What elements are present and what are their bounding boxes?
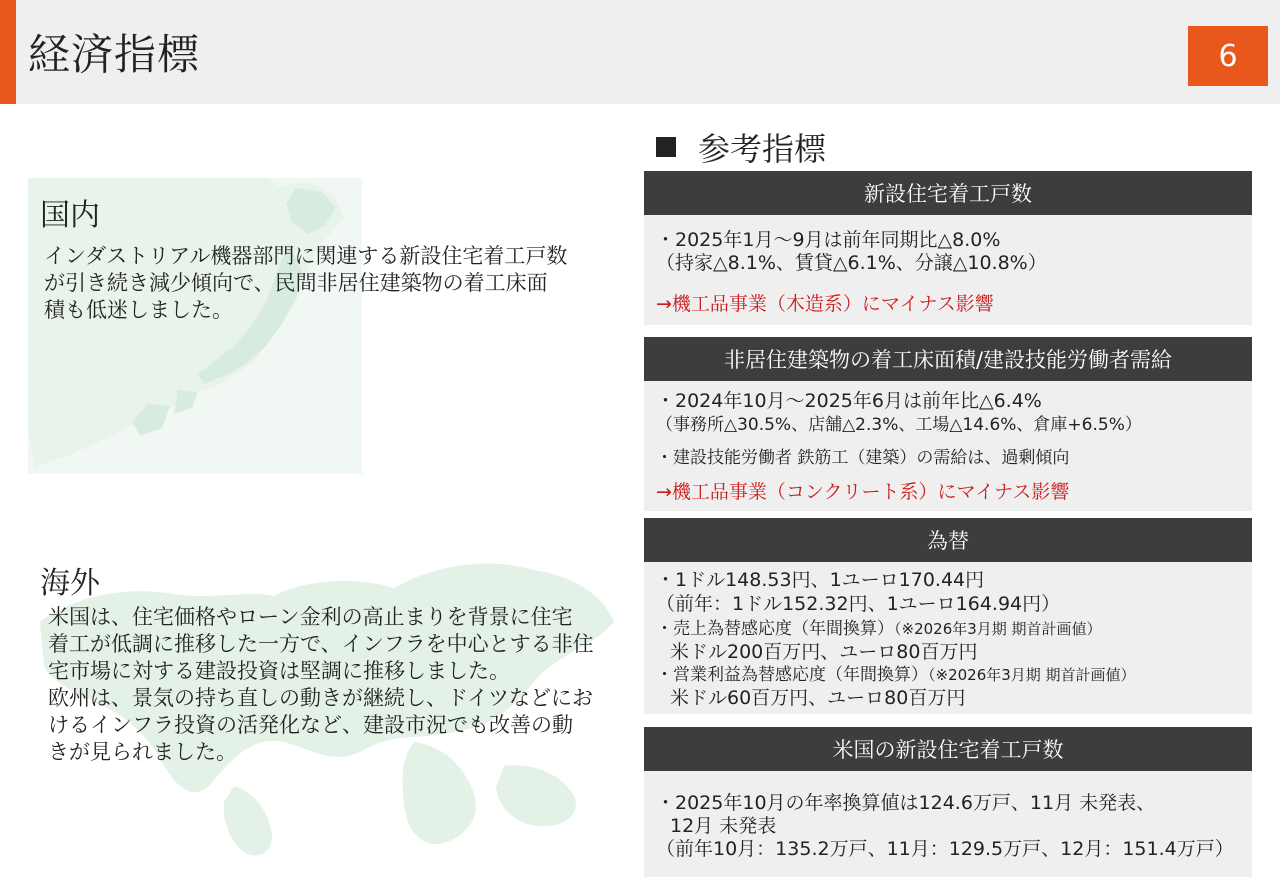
exchange-plan-note: （※2026年3月期 期首計画値）	[894, 620, 1102, 638]
domestic-body	[44, 243, 567, 324]
domestic-line: インダストリアル機器部門に関連する新設住宅着工戸数	[44, 244, 568, 268]
exchange-line: ・1ドル148.53円、1ユーロ170.44円	[656, 569, 985, 591]
overseas-line: 米国は、住宅価格やローン金利の高止まりを背景に住宅	[48, 605, 573, 629]
overseas-line: 宅市場に対する建設投資は堅調に推移しました。	[48, 659, 510, 683]
housing-starts-header: 新設住宅着工戸数	[644, 171, 1252, 215]
exchange-profit-sensitivity: ・営業利益為替感応度（年間換算）	[656, 665, 928, 685]
overseas-heading: 海外	[40, 566, 100, 601]
us-housing-line: ・2025年10月の年率換算値は124.6万戸、11月 未発表、	[656, 792, 1156, 814]
exchange-line: 米ドル200百万円、ユーロ80百万円	[670, 641, 978, 663]
exchange-line: （前年：1ドル152.32円、1ユーロ164.94円）	[656, 593, 1061, 615]
non-residential-line: ・建設技能労働者 鉄筋工（建築）の需給は、過剰傾向	[656, 448, 1070, 468]
page-number-badge: 6	[1188, 26, 1268, 86]
overseas-line: きが見られました。	[48, 740, 237, 764]
reference-title-text: 参考指標	[698, 130, 827, 168]
reference-title	[656, 124, 826, 170]
housing-starts-impact: →機工品事業（木造系）にマイナス影響	[656, 293, 994, 315]
housing-starts-line: ・2025年1月～9月は前年同期比△8.0%	[656, 229, 1001, 251]
exchange-sales-sensitivity: ・売上為替感応度（年間換算）	[656, 619, 894, 639]
non-residential-header: 非居住建築物の着工床面積/建設技能労働者需給	[644, 337, 1252, 381]
exchange-line: 米ドル60百万円、ユーロ80百万円	[670, 687, 966, 709]
header-bar	[0, 0, 1280, 104]
page-title: 経済指標	[28, 30, 201, 79]
exchange-header: 為替	[644, 518, 1252, 562]
us-housing-line: 12月 未発表	[670, 815, 777, 837]
us-housing-line: （前年10月：135.2万戸、11月：129.5万戸、12月：151.4万戸）	[656, 838, 1234, 860]
domestic-line: が引き続き減少傾向で、民間非居住建築物の着工床面	[44, 271, 548, 295]
us-housing-header: 米国の新設住宅着工戸数	[644, 727, 1252, 771]
non-residential-impact: →機工品事業（コンクリート系）にマイナス影響	[656, 481, 1070, 503]
square-bullet-icon	[656, 137, 676, 157]
overseas-body	[48, 604, 594, 766]
header-accent-stripe	[0, 0, 16, 104]
exchange-line	[656, 617, 1102, 641]
overseas-line: 欧州は、景気の持ち直しの動きが継続し、ドイツなどにお	[48, 686, 593, 710]
overseas-line: けるインフラ投資の活発化など、建設市況でも改善の動	[48, 713, 573, 737]
non-residential-line: （事務所△30.5%、店舗△2.3%、工場△14.6%、倉庫+6.5%）	[656, 415, 1142, 435]
housing-starts-line: （持家△8.1%、賃貸△6.1%、分譲△10.8%）	[656, 252, 1047, 274]
domestic-line: 積も低迷しました。	[44, 298, 233, 322]
exchange-plan-note: （※2026年3月期 期首計画値）	[928, 666, 1136, 684]
non-residential-line: ・2024年10月～2025年6月は前年比△6.4%	[656, 390, 1042, 412]
domestic-heading: 国内	[40, 198, 100, 233]
overseas-line: 着工が低調に推移した一方で、インフラを中心とする非住	[48, 632, 594, 656]
exchange-line	[656, 663, 1136, 687]
